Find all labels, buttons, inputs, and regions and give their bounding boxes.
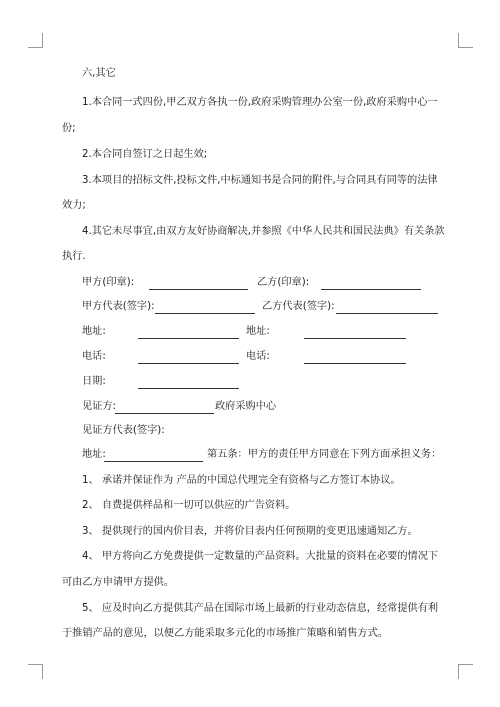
section-title: 六,其它 [82,68,116,79]
party-b-seal-blank[interactable] [321,289,421,290]
party-a-phone-label: 电话: [82,351,106,362]
party-a-phone-blank[interactable] [138,363,239,364]
clause-4-line-1: 4.其它未尽事宜,由双方友好协商解决,并参照《中华人民共和国民法典》有关条款 [82,226,445,237]
party-b-phone-blank[interactable] [304,363,406,364]
witness-address-label: 地址: [82,449,106,460]
crop-mark-bottom-right [458,664,473,679]
clause-3-line-1: 3.本项目的招标文件,投标文件,中标通知书是合同的附件,与合同具有同等的法律 [82,175,438,186]
obligation-4-line-2: 可由乙方申请甲方提供。 [62,577,175,588]
party-a-rep-blank[interactable] [155,313,255,314]
obligation-4-line-1: 4、 甲方将向乙方免费提供一定数量的产品资料。大批量的资料在必要的情况下 [82,551,439,562]
party-a-seal-blank[interactable] [149,289,248,290]
witness-label: 见证方: [82,401,116,412]
obligation-5-line-2: 于推销产品的意见，以便乙方能采取多元化的市场推广策略和销售方式。 [62,628,388,639]
party-a-rep-label: 甲方代表(签字): [82,301,155,312]
clause-2: 2.本合同自签订之日起生效; [82,149,208,160]
obligation-3: 3、 提供现行的国内价目表，并将价目表内任何预期的变更迅速通知乙方。 [82,526,418,537]
obligation-2: 2、 自费提供样品和一切可以供应的广告资料。 [82,500,296,511]
party-b-phone-label: 电话: [246,351,270,362]
party-b-rep-label: 乙方代表(签字): [262,301,335,312]
crop-mark-top-left [28,33,43,48]
obligation-5-line-1: 5、 应及时向乙方提供其产品在国际市场上最新的行业动态信息，经常提供有利 [82,603,439,614]
clause-4-line-2: 执行. [62,251,86,262]
obligation-1: 1、 承诺并保证作为 产品的中国总代理完全有资格与乙方签订本协议。 [82,475,401,486]
article-5-header: 第五条：甲方的责任甲方同意在下列方面承担义务： [207,449,442,460]
party-a-address-label: 地址: [82,326,106,337]
party-b-seal-label: 乙方(印章): [257,277,310,288]
date-label: 日期: [82,376,106,387]
clause-1-line-1: 1.本合同一式四份,甲乙双方各执一份,政府采购管理办公室一份,政府采购中心一 [82,97,438,108]
crop-mark-top-right [458,33,473,48]
party-a-address-blank[interactable] [138,338,239,339]
party-b-address-label: 地址: [246,326,270,337]
witness-rep-label: 见证方代表(签字): [82,425,165,436]
witness-name: 政府采购中心 [215,401,277,412]
clause-1-line-2: 份; [62,123,76,134]
witness-address-blank[interactable] [104,461,203,462]
clause-3-line-2: 效力; [62,200,86,211]
party-a-seal-label: 甲方(印章): [82,277,135,288]
party-b-rep-blank[interactable] [336,313,438,314]
crop-mark-bottom-left [28,664,43,679]
date-blank[interactable] [138,388,239,389]
party-b-address-blank[interactable] [304,338,406,339]
witness-blank[interactable] [115,413,214,414]
